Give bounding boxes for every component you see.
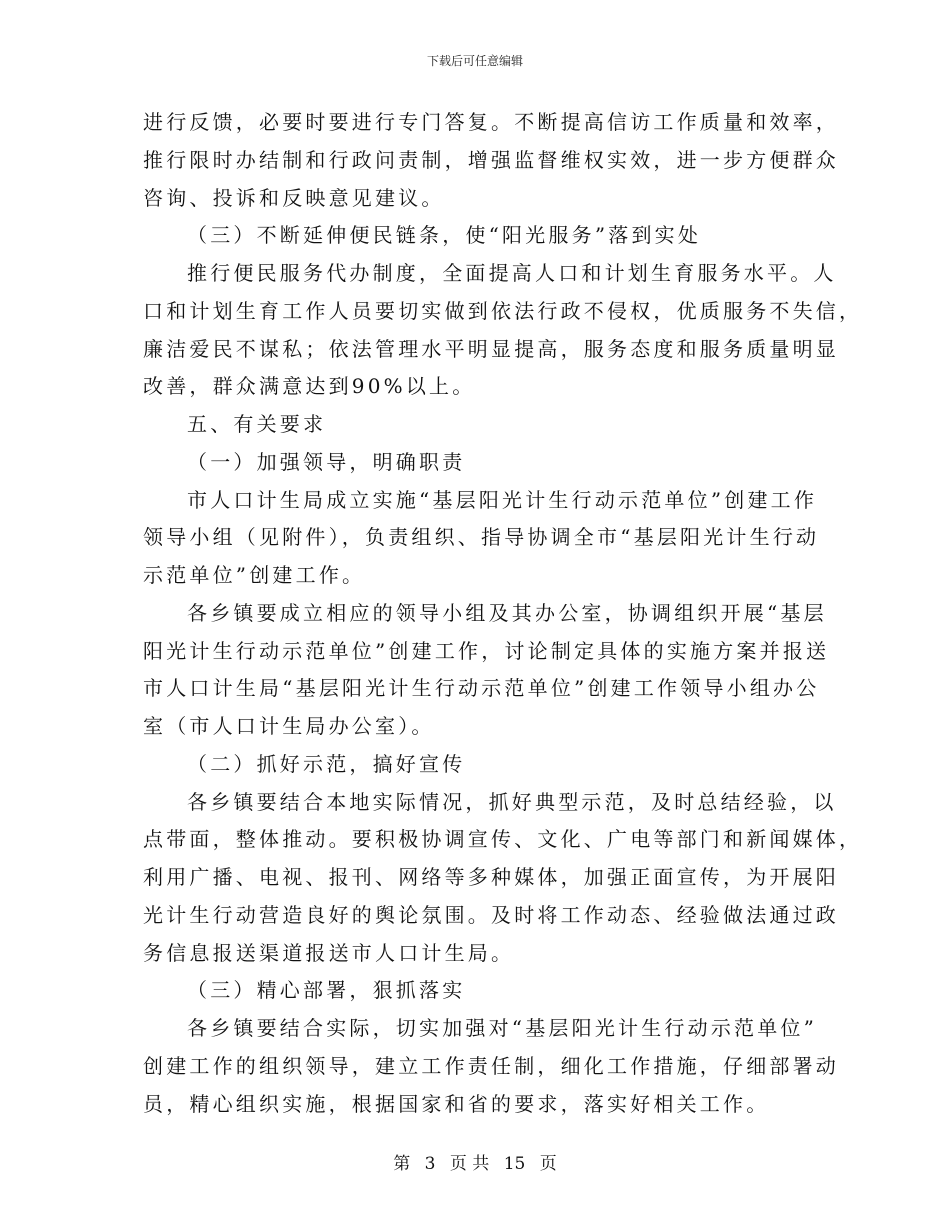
text-line: 示范单位”创建工作。 [143, 563, 366, 587]
text-line: （一）加强领导，明确职责 [187, 449, 466, 474]
text-line: （三）精心部署，狠抓落实 [187, 978, 466, 1003]
text-line: 创建工作的组织领导，建立工作责任制，细化工作措施，仔细部署动 [143, 1053, 839, 1078]
text-line: 廉洁爱民不谋私；依法管理水平明显提高，服务态度和服务质量明显 [143, 336, 839, 361]
text-line: 务信息报送渠道报送市人口计生局。 [143, 940, 515, 965]
text-line: 阳光计生行动示范单位”创建工作，讨论制定具体的实施方案并报送 [143, 638, 830, 663]
text-line: 光计生行动营造良好的舆论氛围。及时将工作动态、经验做法通过政 [143, 902, 839, 927]
page-header [0, 53, 950, 69]
text-line: （二）抓好示范，搞好宣传 [187, 751, 466, 776]
text-line: 改善，群众满意达到90%以上。 [143, 374, 476, 399]
text-line: 咨询、投诉和反映意见建议。 [143, 185, 445, 210]
text-line: 市人口计生局“基层阳光计生行动示范单位”创建工作领导小组办公 [143, 676, 820, 701]
text-line: 五、有关要求 [187, 412, 327, 436]
text-line: 各乡镇要结合实际，切实加强对“基层阳光计生行动示范单位” [187, 1016, 818, 1040]
text-line: 领导小组（见附件），负责组织、指导协调全市“基层阳光计生行动 [143, 525, 820, 550]
text-line: 市人口计生局成立实施“基层阳光计生行动示范单位”创建工作 [187, 487, 818, 512]
footer-prefix: 第 [393, 1154, 411, 1174]
text-line: 口和计划生育工作人员要切实做到依法行政不侵权，优质服务不失信， [143, 298, 863, 323]
text-line: 室（市人口计生局办公室）。 [143, 714, 435, 738]
text-line: 员，精心组织实施，根据国家和省的要求，落实好相关工作。 [143, 1091, 770, 1116]
text-line: 利用广播、电视、报刊、网络等多种媒体，加强正面宣传，为开展阳 [143, 865, 839, 889]
text-line: 进行反馈，必要时要进行专门答复。不断提高信访工作质量和效率， [143, 110, 839, 134]
total-pages-number: 15 [503, 1154, 526, 1174]
footer-suffix: 页 [539, 1154, 557, 1174]
document-body [143, 104, 863, 1123]
page-footer [0, 1152, 950, 1176]
footer-middle: 页 共 [449, 1154, 490, 1174]
text-line: 各乡镇要成立相应的领导小组及其办公室，协调组织开展“基层 [187, 600, 827, 625]
current-page-number: 3 [424, 1154, 436, 1174]
text-line: 各乡镇要结合本地实际情况，抓好典型示范，及时总结经验，以 [187, 789, 837, 814]
text-line: 推行便民服务代办制度，全面提高人口和计划生育服务水平。人 [187, 261, 837, 285]
text-line: （三）不断延伸便民链条，使“阳光服务”落到实处 [187, 223, 702, 248]
header-note: 下载后可任意编辑 [426, 54, 523, 68]
text-line: 推行限时办结制和行政问责制，增强监督维权实效，进一步方便群众 [143, 147, 839, 172]
text-line: 点带面，整体推动。要积极协调宣传、文化、广电等部门和新闻媒体， [143, 827, 863, 852]
